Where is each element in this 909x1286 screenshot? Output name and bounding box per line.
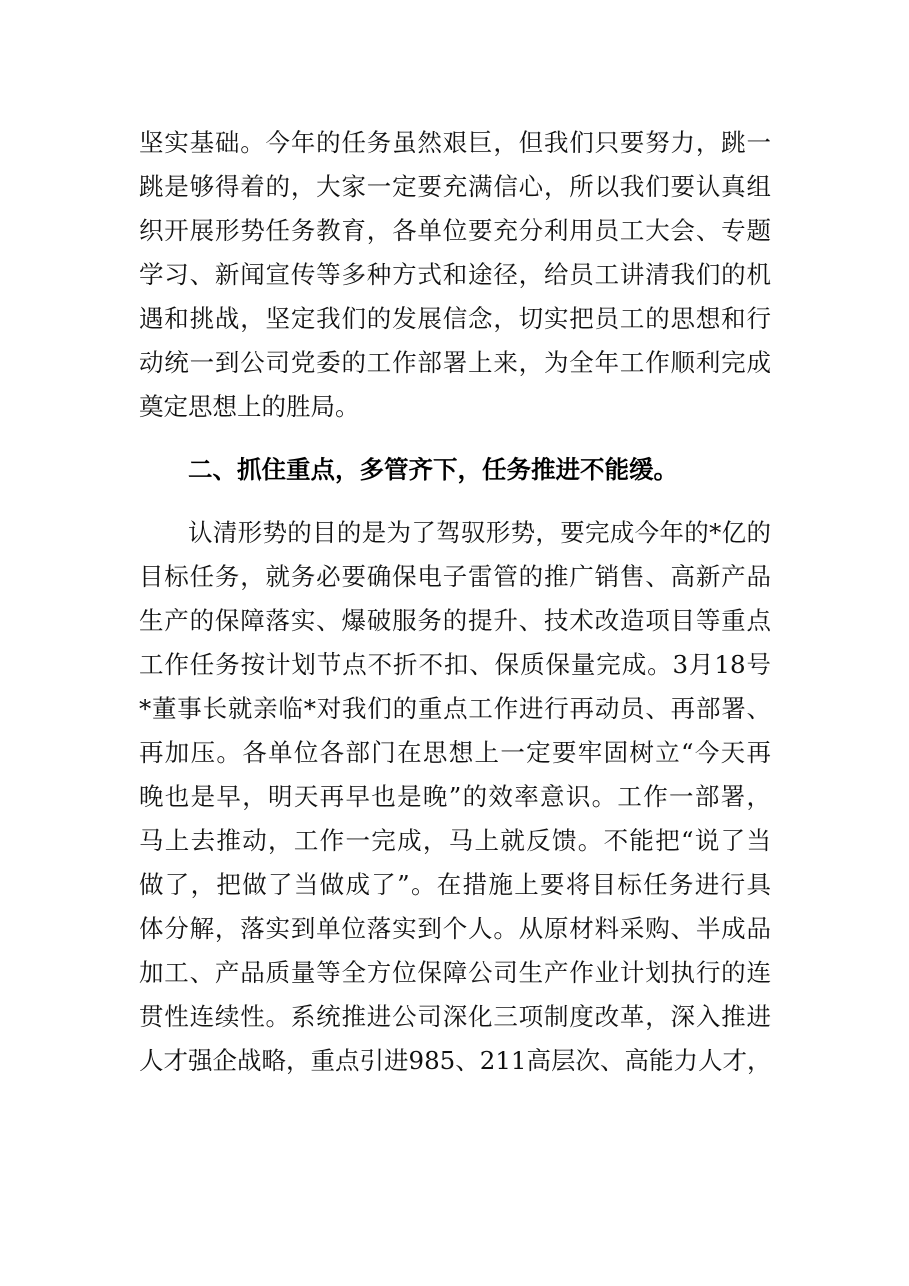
paragraph-1-line-4: 学习、新闻宣传等多种方式和途径，给员工讲清我们的机 (139, 260, 771, 289)
paragraph-2-line-13: 人才强企战略，重点引进985、211高层次、高能力人才， (139, 1046, 772, 1075)
paragraph-1-line-2: 跳是够得着的，大家一定要充满信心，所以我们要认真组 (139, 172, 771, 201)
paragraph-1-line-6: 动统一到公司党委的工作部署上来，为全年工作顺利完成 (139, 348, 771, 377)
paragraph-1-line-1: 坚实基础。今年的任务虽然艰巨，但我们只要努力，跳一 (139, 128, 771, 157)
paragraph-2-line-12: 贯性连续性。系统推进公司深化三项制度改革，深入推进 (139, 1002, 771, 1031)
paragraph-2-line-8: 马上去推动，工作一完成，马上就反馈。不能把“说了当 (139, 826, 771, 855)
paragraph-2-line-2: 目标任务，就务必要确保电子雷管的推广销售、高新产品 (139, 562, 771, 591)
paragraph-2-line-6: 再加压。各单位各部门在思想上一定要牢固树立“今天再 (139, 738, 771, 767)
paragraph-2-line-5: *董事长就亲临*对我们的重点工作进行再动员、再部署、 (139, 694, 771, 723)
paragraph-2-line-10: 体分解，落实到单位落实到个人。从原材料采购、半成品 (139, 914, 771, 943)
section-heading: 二、抓住重点，多管齐下，任务推进不能缓。 (188, 455, 678, 484)
paragraph-2-line-9: 做了，把做了当做成了”。在措施上要将目标任务进行具 (139, 870, 771, 899)
paragraph-2-line-3: 生产的保障落实、爆破服务的提升、技术改造项目等重点 (139, 606, 771, 635)
paragraph-2-line-1: 认清形势的目的是为了驾驭形势，要完成今年的*亿的 (188, 518, 771, 547)
paragraph-2-line-11: 加工、产品质量等全方位保障公司生产作业计划执行的连 (139, 958, 771, 987)
paragraph-2-line-4: 工作任务按计划节点不折不扣、保质保量完成。3月18号 (139, 650, 771, 679)
paragraph-1-line-3: 织开展形势任务教育，各单位要充分利用员工大会、专题 (139, 216, 771, 245)
paragraph-1-line-7: 奠定思想上的胜局。 (139, 392, 360, 421)
paragraph-2-line-7: 晚也是早，明天再早也是晚”的效率意识。工作一部署， (139, 782, 771, 811)
paragraph-1-line-5: 遇和挑战，坚定我们的发展信念，切实把员工的思想和行 (139, 304, 771, 333)
